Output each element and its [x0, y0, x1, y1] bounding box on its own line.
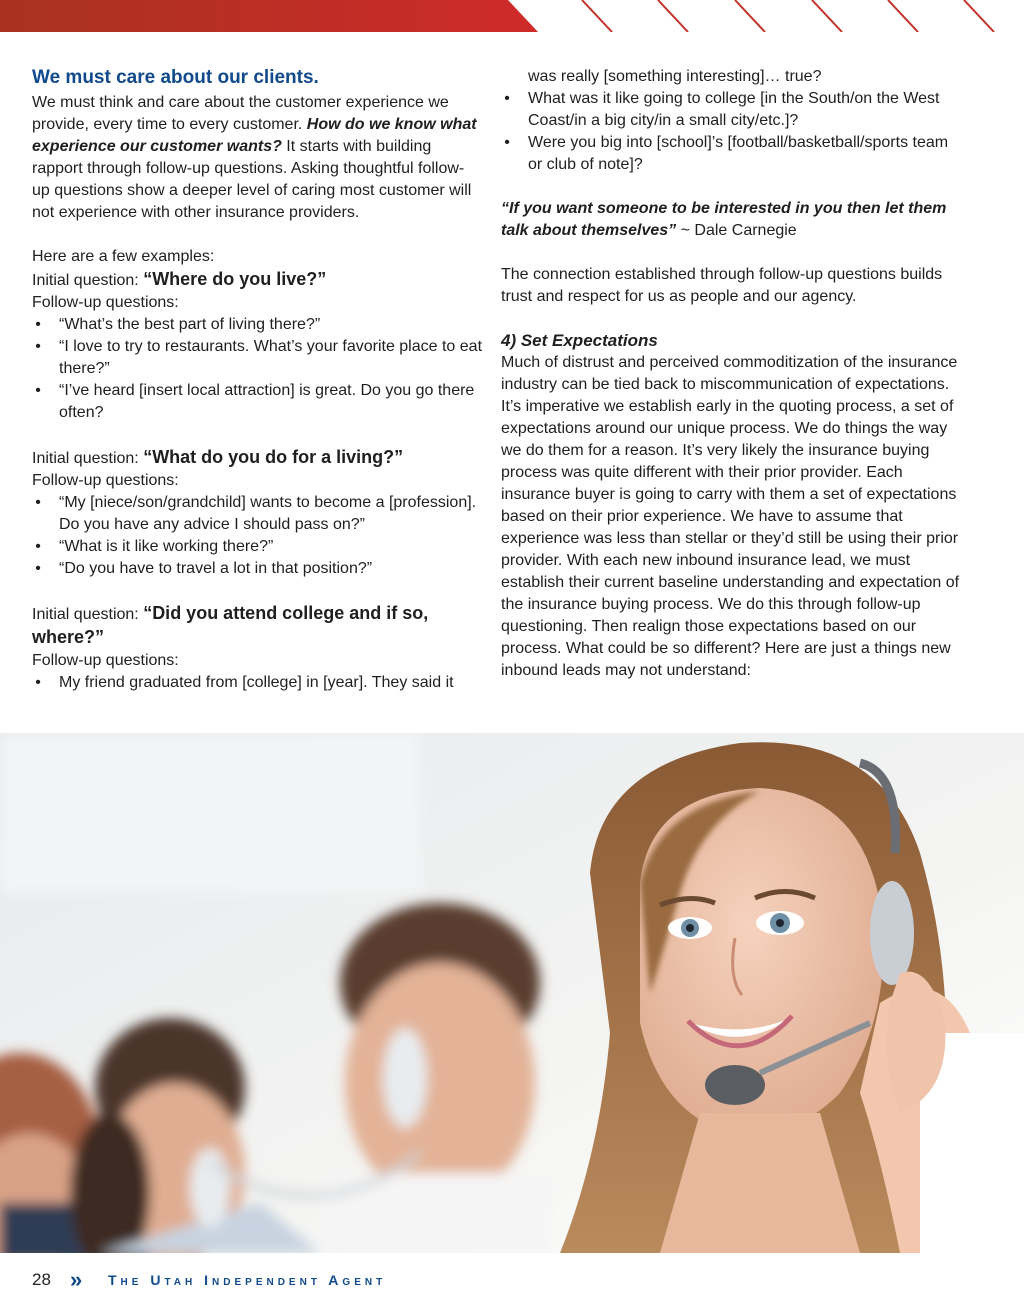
headset-earpiece: [870, 881, 914, 985]
example-block-college: [32, 602, 482, 694]
connection-paragraph: The connection established through follow-up questions builds trust and respect for us as people and our agency.: [501, 266, 943, 305]
bullet-icon: •: [35, 538, 41, 555]
list-item-text: “What’s the best part of living there?”: [59, 316, 321, 333]
list-item-text: “My [niece/son/grandchild] wants to become a [profession]. Do you have any advice I should pass on?”: [59, 494, 477, 533]
left-column: [32, 64, 482, 694]
list-item: [32, 492, 482, 536]
college-followup-list: [501, 88, 961, 176]
initial-question-line: [32, 602, 482, 650]
initial-question-line: [32, 268, 482, 292]
followup-list: [32, 492, 482, 580]
list-item-text: What was it like going to college [in the South/on the West Coast/in a big city/in a small city/etc.]?: [528, 90, 940, 129]
initial-label: Initial question:: [32, 272, 144, 289]
intro-paragraph: [32, 92, 482, 224]
list-item: [32, 672, 482, 694]
magazine-title: The Utah Independent Agent: [108, 1272, 387, 1288]
example-block-live: [32, 268, 482, 424]
initial-question: “Did you attend college and if so, where?”: [32, 603, 429, 647]
expectations-paragraph: Much of distrust and perceived commoditization of the insurance industry can be tied back to miscommunication of expectations. It’s imperative we establish early in the quoting process, a set of expectations around our unique process. We do things the way we do them for a reason. It’s very likely the insurance buying process was quite different with their prior provider. Each insurance buyer is going to carry with them a set of expectations based on their prior experience. We have to assume that experience was less than stellar or they’d still be using their prior provider. With each new inbound insurance lead, we must establish their current baseline understanding and expectation of the insurance buying process. We do this through follow-up questioning. Then realign those expectations based on our process. What could be so different? Here are just a things new inbound leads may not understand:: [501, 354, 960, 679]
list-item-text: My friend graduated from [college] in [year]. They said it: [59, 674, 454, 691]
intro-text-cont: It starts with building rapport through follow-up questions. Asking thoughtful follow-up questions show a deeper level of caring most customer will not experience with other insurance providers.: [32, 138, 472, 221]
followup-list: [32, 314, 482, 424]
followup-label: Follow-up questions:: [32, 294, 179, 311]
quote-author: ~ Dale Carnegie: [676, 222, 797, 239]
initial-question-line: [32, 446, 482, 470]
initial-label: Initial question:: [32, 606, 144, 623]
intro-emphasis: How do we know what experience our customer wants?: [32, 116, 477, 155]
examples-label: Here are a few examples:: [32, 248, 215, 265]
section-heading-care: We must care about our clients.: [32, 67, 319, 88]
top-banner: [0, 0, 1024, 32]
initial-label: Initial question:: [32, 450, 144, 467]
page-number: 28: [32, 1270, 51, 1289]
initial-question: “What do you do for a living?”: [143, 447, 404, 467]
banner-stripes: [582, 0, 994, 32]
list-item-text: “Do you have to travel a lot in that position?”: [59, 560, 373, 577]
bullet-icon: •: [35, 338, 41, 355]
list-item: [32, 380, 482, 424]
list-item-text: Were you big into [school]’s [football/basketball/sports team or club of note]?: [528, 134, 949, 173]
call-center-photo: [0, 733, 1024, 1253]
list-item-text: “What is it like working there?”: [59, 538, 274, 555]
bullet-icon: •: [35, 382, 41, 399]
example-block-work: [32, 446, 482, 580]
followup-list: [32, 672, 482, 694]
list-item: [32, 558, 482, 580]
section-heading-expectations: 4) Set Expectations: [501, 331, 658, 350]
followup-label: Follow-up questions:: [32, 652, 179, 669]
continued-bullet-text: was really [something interesting]… true?: [528, 68, 822, 85]
followup-label: Follow-up questions:: [32, 472, 179, 489]
list-item: [32, 314, 482, 336]
initial-question: “Where do you live?”: [143, 269, 327, 289]
bullet-icon: •: [504, 90, 510, 107]
right-column: [501, 66, 961, 682]
carnegie-quote: [501, 198, 961, 242]
bullet-icon: •: [35, 674, 41, 691]
bullet-icon: •: [504, 134, 510, 151]
bullet-icon: •: [35, 316, 41, 333]
headset-mic: [705, 1065, 765, 1105]
list-item: [501, 88, 961, 132]
list-item: [32, 336, 482, 380]
list-item: [32, 536, 482, 558]
banner-block: [0, 0, 538, 32]
page-footer: [0, 1253, 1024, 1314]
quote-text: “If you want someone to be interested in you then let them talk about themselves”: [501, 200, 947, 239]
list-item-text: “I’ve heard [insert local attraction] is great. Do you go there often?: [59, 382, 475, 421]
bullet-icon: •: [35, 560, 41, 577]
double-chevron-icon: »: [70, 1267, 83, 1292]
list-item-text: “I love to try to restaurants. What’s your favorite place to eat there?”: [59, 338, 483, 377]
list-item: [501, 132, 961, 176]
intro-text: We must think and care about the customer experience we provide, every time to every customer.: [32, 94, 449, 133]
bullet-icon: •: [35, 494, 41, 511]
